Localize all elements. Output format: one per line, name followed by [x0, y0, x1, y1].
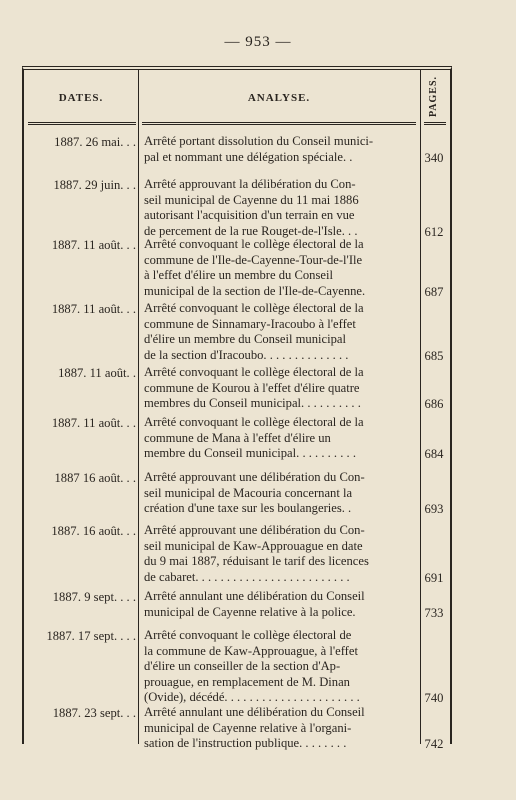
analysis-line: Arrêté portant dissolution du Conseil munici-: [144, 134, 374, 148]
entry-page: 742: [424, 737, 444, 751]
entry-date: 1887. 26 mai. . .: [54, 135, 136, 149]
analysis-line: Arrêté convoquant le collège électoral de: [144, 628, 352, 642]
entry-page: 612: [424, 224, 444, 239]
analysis-line: Arrêté approuvant une délibération du Con-: [144, 470, 365, 484]
entry-date: 1887 16 août. . .: [54, 471, 136, 485]
analysis-line: seil municipal de Kaw-Approuague en date: [144, 538, 363, 553]
header-rule: [424, 122, 446, 125]
analysis-line: pal et nommant une délégation spéciale. .: [144, 149, 353, 164]
analysis-line: commune de l'Ile-de-Cayenne-Tour-de-l'Ile: [144, 252, 363, 267]
analysis-line: Arrêté annulant une délibération du Conseil: [144, 705, 365, 719]
entry-date: 1887. 17 sept. . . .: [46, 629, 136, 643]
analysis-line: la commune de Kaw-Approuague, à l'effet: [144, 643, 358, 658]
analysis-line: Arrêté convoquant le collège électoral de la: [144, 415, 364, 429]
entry-date: 1887. 16 août. . .: [51, 524, 136, 538]
analysis-line: municipal de Cayenne relative à la police.: [144, 604, 356, 619]
entry-page: 684: [424, 447, 444, 461]
analysis-line: autorisant l'acquisition d'un terrain en vue: [144, 208, 355, 222]
entry-date: 1887. 11 août. . .: [51, 302, 136, 316]
page-number: — 953 —: [224, 34, 292, 50]
entry-analysis: [144, 365, 416, 412]
analysis-line: de percement de la rue Rouget-de-l'Isle. . .: [144, 223, 358, 238]
entry-page: 691: [424, 570, 444, 585]
analysis-line: prouague, en remplacement de M. Dinan: [144, 674, 350, 689]
analysis-line: membres du Conseil municipal. . . . . . . . . .: [144, 396, 361, 410]
analysis-line: Arrêté convoquant le collège électoral de la: [144, 237, 364, 251]
analysis-line: (Ovide), décédé. . . . . . . . . . . . . . . . . . . . . .: [144, 690, 360, 704]
entry-date: 1887. 9 sept. . . .: [52, 590, 136, 604]
analysis-line: Arrêté convoquant le collège électoral de la: [144, 301, 364, 315]
entry-analysis: [144, 237, 416, 299]
entry-page: 686: [424, 397, 444, 411]
entry-page: 693: [424, 502, 444, 516]
analysis-line: seil municipal de Cayenne du 11 mai 1886: [144, 192, 359, 207]
analysis-line: d'élire un conseiller de la section d'Ap-: [144, 659, 341, 673]
entry-date: 1887. 11 août. . .: [51, 238, 136, 252]
analysis-line: municipal de Cayenne relative à l'organi-: [144, 720, 352, 735]
table-header: [24, 70, 450, 122]
entry-date: 1887. 29 juin. . .: [53, 178, 136, 192]
entry-analysis: [144, 415, 416, 462]
analysis-line: commune de Mana à l'effet d'élire un: [144, 430, 331, 445]
entry-page: 685: [424, 348, 444, 363]
analysis-line: commune de Sinnamary-Iracoubo à l'effet: [144, 316, 356, 331]
analysis-line: municipal de la section de l'Ile-de-Cayenne.: [144, 283, 366, 298]
analysis-line: membre du Conseil municipal. . . . . . . . . .: [144, 446, 356, 460]
entry-analysis: [144, 470, 416, 517]
analysis-line: à l'effet d'élire un membre du Conseil: [144, 268, 333, 282]
header-dates: DATES.: [58, 92, 104, 104]
analysis-line: d'élire un membre du Conseil municipal: [144, 332, 346, 346]
analysis-line: Arrêté annulant une délibération du Conseil: [144, 589, 365, 603]
entry-page: 340: [424, 150, 444, 165]
entry-page: 687: [424, 284, 444, 299]
entry-analysis: [144, 134, 416, 165]
analysis-line: sation de l'instruction publique. . . . . . . .: [144, 736, 347, 750]
column-divider: [138, 70, 139, 744]
analysis-line: création d'une taxe sur les boulangeries. .: [144, 501, 352, 515]
header-pages-label: PAGES.: [428, 75, 440, 117]
analysis-line: Arrêté approuvant la délibération du Con-: [144, 177, 356, 191]
entry-analysis: [144, 589, 416, 620]
analysis-line: du 9 mai 1887, réduisant le tarif des licences: [144, 554, 369, 568]
entry-page: 733: [424, 605, 444, 620]
entry-analysis: [144, 301, 416, 363]
header-rule: [28, 122, 136, 125]
entry-date: 1887. 11 août. .: [58, 366, 136, 380]
entry-date: 1887. 23 sept. . .: [52, 706, 136, 720]
header-analyse: ANALYSE.: [247, 92, 311, 104]
analysis-line: de la section d'Iracoubo. . . . . . . . . . . . . .: [144, 347, 349, 362]
index-table: [22, 66, 452, 751]
header-rule: [142, 122, 416, 125]
header-pages: [420, 74, 448, 118]
entry-page: 740: [424, 691, 444, 705]
analysis-line: commune de Kourou à l'effet d'élire quatre: [144, 380, 360, 395]
entry-analysis: [144, 628, 416, 706]
entry-date: 1887. 11 août. . .: [51, 416, 136, 430]
entry-analysis: [144, 705, 416, 752]
analysis-line: Arrêté convoquant le collège électoral de la: [144, 365, 364, 379]
analysis-line: de cabaret. . . . . . . . . . . . . . . . . . . . . . . . .: [144, 569, 350, 584]
analysis-line: Arrêté approuvant une délibération du Con-: [144, 523, 365, 537]
analysis-line: seil municipal de Macouria concernant la: [144, 485, 353, 500]
entry-analysis: [144, 523, 416, 585]
entry-analysis: [144, 177, 416, 239]
